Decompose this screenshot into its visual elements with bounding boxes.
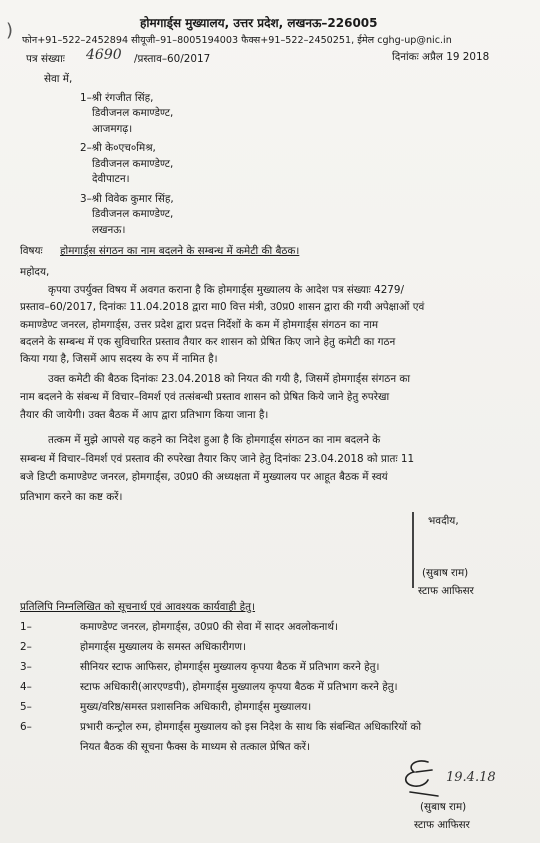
recipient-2-line-3: देवीपाटन।: [92, 173, 130, 185]
recipient-3-line-2: डिवीजनल कमाण्डेण्ट,: [92, 208, 174, 220]
recipient-3-line-3: लखनऊ।: [92, 224, 126, 236]
copy-item-6-line-2: नियत बैठक की सूचना फैक्स के माध्यम से तत्काल प्रेषित करें।: [80, 741, 310, 753]
signatory-name: (सुबाष राम): [422, 567, 469, 579]
para-2-line-3: तैयार की जायेगी। उक्त बैठक में आप द्वारा प्रतिभाग किया जाना है।: [20, 409, 269, 421]
page-edge-mark: ): [6, 20, 14, 41]
handwritten-signature: [398, 756, 448, 802]
copy-item-5-text: मुख्य/वरिष्ठ/समस्त प्रशासनिक अधिकारी, होमगार्ड्स मुख्यालय।: [80, 701, 312, 713]
para-3-line-4: प्रतिभाग करने का कष्ट करें।: [20, 491, 123, 503]
signature-stroke: [412, 512, 414, 588]
recipient-2-line-2: डिवीजनल कमाण्डेण्ट,: [92, 158, 174, 170]
ref-handwritten-number: 4690: [86, 47, 122, 63]
para-3-line-3: बजे डिप्टी कमाण्डेण्ट जनरल, होमगार्ड्स, उ0प्र0 की अध्यक्षता में मुख्यालय पर आहूत बैठक में स्वयं: [20, 471, 388, 483]
signatory-2-name: (सुबाष राम): [420, 801, 467, 813]
copy-item-6-line-1: प्रभारी कन्ट्रोल रुम, होमगार्ड्स मुख्यालय को इस निदेश के साथ कि संबन्धित अधिकारियों को: [80, 721, 422, 733]
letter-date: दिनांकः अप्रैल 19 2018: [392, 51, 490, 63]
recipient-1-line-1: 1–श्री रंगजीत सिंह,: [80, 92, 154, 104]
copy-item-4-num: 4–: [20, 681, 32, 693]
para-1-line-3: कमाण्डेण्ट जनरल, होमगार्ड्स, उत्तर प्रदेश द्वारा प्रदत्त निर्देशों के कम में होमगार्ड्स संगठन का नाम: [20, 319, 379, 331]
para-1-line-5: किया गया है, जिसमें आप सदस्य के रुप में नामित है।: [20, 353, 218, 365]
office-contact-line: फोन+91–522–2452894 सीयूजी–91–8005194003 फैक्स+91–522–2450251, ईमेल cghg-up@nic.in: [22, 35, 452, 46]
copy-item-2-text: होमगार्ड्स मुख्यालय के समस्त अधिकारीगण।: [80, 641, 246, 653]
para-2-line-2: नाम बदलने के संबन्ध में विचार–विमर्श एवं तत्संबन्धी प्रस्ताव शासन को प्रेषित किये जाने हेतु रुपरेखा: [20, 391, 390, 403]
office-header: होमगार्ड्स मुख्यालय, उत्तर प्रदेश, लखनऊ–226005: [140, 16, 378, 30]
copy-item-2-num: 2–: [20, 641, 32, 653]
copy-heading: प्रतिलिपि निम्नलिखित को सूचनार्थ एवं आवश्यक कार्यवाही हेतु।: [20, 601, 256, 613]
subject-label: विषयः: [20, 245, 43, 257]
para-2-line-1: उक्त कमेटी की बैठक दिनांकः 23.04.2018 को नियत की गयी है, जिसमें होमगार्ड्स संगठन का: [48, 373, 411, 385]
para-1-line-4: बदलने के सम्बन्ध में एक सुविचारित प्रस्ताव तैयार कर शासन को प्रेषित किए जाने हेतु कमेटी का गठन: [20, 336, 396, 348]
para-3-line-2: सम्बन्ध में विचार–विमर्श एवं प्रस्ताव की रुपरेखा तैयार किए जाने हेतु दिनांकः 23.04.2018 को प्रातः 11: [20, 453, 415, 465]
recipient-3-line-1: 3–श्री विवेक कुमार सिंह,: [80, 193, 174, 205]
para-1-line-2: प्रस्ताव–60/2017, दिनांकः 11.04.2018 द्वारा मा0 वित्त मंत्री, उ0प्र0 शासन द्वारा की गयी अपेक्षाओं एवं: [20, 301, 425, 313]
signature-date: 19.4.18: [446, 770, 496, 785]
closing-bhavdiya: भवदीय,: [428, 515, 459, 527]
ref-label: पत्र संख्याः: [26, 53, 65, 65]
ref-suffix: /प्रस्ताव–60/2017: [134, 53, 211, 65]
salutation: महोदय,: [20, 266, 50, 278]
para-3-line-1: तत्कम में मुझे आपसे यह कहने का निदेश हुआ है कि होमगार्ड्स संगठन का नाम बदलने के: [48, 434, 381, 446]
copy-item-1-num: 1–: [20, 621, 32, 633]
copy-item-6-num: 6–: [20, 721, 32, 733]
copy-item-3-text: सीनियर स्टाफ आफिसर, होमगार्ड्स मुख्यालय कृपया बैठक में प्रतिभाग करने हेतु।: [80, 661, 380, 673]
recipient-2-line-1: 2–श्री के०एच०मिश्र,: [80, 142, 156, 154]
copy-item-5-num: 5–: [20, 701, 32, 713]
recipient-1-line-3: आजमगढ़।: [92, 123, 133, 135]
copy-item-4-text: स्टाफ अधिकारी(आरएण्डपी), होमगार्ड्स मुख्यालय कृपया बैठक में प्रतिभाग करने हेतु।: [80, 681, 398, 693]
subject-text: होमगार्ड्स संगठन का नाम बदलने के सम्बन्ध में कमेटी की बैठक।: [60, 245, 300, 257]
seva-mein: सेवा में,: [44, 73, 73, 85]
copy-item-1-text: कमाण्डेण्ट जनरल, होमगार्ड्स, उ0प्र0 की सेवा में सादर अवलोकनार्थ।: [80, 621, 338, 633]
recipient-1-line-2: डिवीजनल कमाण्डेण्ट,: [92, 107, 174, 119]
copy-item-3-num: 3–: [20, 661, 32, 673]
signatory-2-designation: स्टाफ आफिसर: [414, 819, 470, 831]
para-1-line-1: कृपया उपर्युक्त विषय में अवगत कराना है कि होमगार्ड्स मुख्यालय के आदेश पत्र संख्याः 4279/: [48, 284, 405, 296]
signatory-designation: स्टाफ आफिसर: [418, 585, 474, 597]
